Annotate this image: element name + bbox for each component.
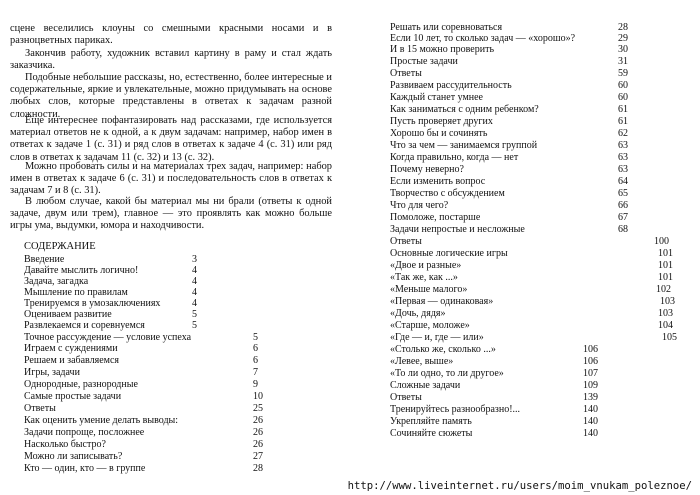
paragraph: Закончив работу, художник вставил картину в раму и стал ждать заказчика. (10, 48, 332, 72)
toc-entry-page: 66 (618, 200, 628, 211)
toc-entry-page: 4 (192, 265, 197, 276)
toc-entry-page: 62 (618, 128, 628, 139)
toc-entry-page: 29 (618, 33, 628, 44)
toc-entry-page: 63 (618, 152, 628, 163)
paragraph: Подобные небольшие рассказы, но, естественно, более интересные и содержательные, яркие и увлекательные, можно придумывать на основе любых слов, которые представлены в ответах к задачам разной сложности. (10, 72, 332, 120)
toc-entry-page: 140 (583, 428, 598, 439)
toc-entry-page: 63 (618, 140, 628, 151)
toc-entry-title: Когда правильно, когда — нет (390, 152, 519, 163)
toc-entry-page: 101 (658, 248, 673, 259)
toc-entry-title: «Столько же, сколько ...» (390, 344, 496, 355)
toc-entry-page: 109 (583, 380, 598, 391)
toc-entry-title: Ответы (390, 68, 422, 79)
toc-entry-title: Можно ли записывать? (24, 451, 123, 462)
toc-entry-title: Введение (24, 254, 65, 265)
toc-heading: СОДЕРЖАНИЕ (24, 241, 96, 252)
toc-entry-title: «Меньше малого» (390, 284, 468, 295)
toc-entry-page: 140 (583, 404, 598, 415)
toc-entry-page: 64 (618, 176, 628, 187)
toc-entry-title: Задачи попроще, посложнее (24, 427, 145, 438)
toc-entry-page: 103 (658, 308, 673, 319)
toc-entry-page: 106 (583, 344, 598, 355)
toc-entry-title: Решаем и забавляемся (24, 355, 120, 366)
toc-entry-title: Творчество с обсуждением (390, 188, 505, 199)
toc-entry-page: 107 (583, 368, 598, 379)
toc-entry-title: Простые задачи (390, 56, 458, 67)
toc-entry-page: 68 (618, 224, 628, 235)
toc-entry-page: 6 (253, 355, 258, 366)
toc-entry-page: 10 (253, 391, 263, 402)
toc-entry-page: 4 (192, 287, 197, 298)
toc-entry-page: 101 (658, 260, 673, 271)
toc-entry-page: 105 (662, 332, 677, 343)
toc-entry-page: 139 (583, 392, 598, 403)
toc-entry-title: Игры, задачи (24, 367, 80, 378)
toc-entry-title: «Где — и, где — или» (390, 332, 484, 343)
toc-entry-title: Сочиняйте сюжеты (390, 428, 473, 439)
paragraph: В любом случае, какой бы материал мы ни брали (ответы к одной задаче, двум или трем), главное — это проявлять как можно больше игры ума, выдумки, юмора и находчивости. (10, 196, 332, 232)
toc-entry-title: «Дочь, дядя» (390, 308, 446, 319)
toc-entry-page: 6 (253, 343, 258, 354)
toc-entry-title: Давайте мыслить логично! (24, 265, 139, 276)
toc-entry-title: Играем с суждениями (24, 343, 118, 354)
toc-entry-title: Задачи непростые и несложные (390, 224, 525, 235)
toc-entry-title: Ответы (390, 392, 422, 403)
toc-entry-title: Развлекаемся и соревнуемся (24, 320, 145, 331)
toc-entry-title: Что для чего? (390, 200, 449, 211)
toc-entry-page: 60 (618, 80, 628, 91)
toc-entry-page: 103 (660, 296, 675, 307)
toc-entry-title: Самые простые задачи (24, 391, 122, 402)
toc-entry-title: Основные логические игры (390, 248, 508, 259)
paragraph: Можно пробовать силы и на материалах трех задач, например: набор имен в ответах к задаче 6 (с. 31) и последовательность слов в ответах к задачам 7 и 8 (с. 31). (10, 161, 332, 197)
toc-entry-title: Оцениваем развитие (24, 309, 112, 320)
toc-entry-page: 25 (253, 403, 263, 414)
toc-entry-title: Хорошо бы и сочинять (390, 128, 488, 139)
toc-entry-title: Пусть проверяет других (390, 116, 493, 127)
toc-entry-page: 9 (253, 379, 258, 390)
toc-entry-title: Если изменить вопрос (390, 176, 486, 187)
toc-entry-title: Что за чем — занимаемся группой (390, 140, 538, 151)
toc-entry-title: Мышление по правилам (24, 287, 128, 298)
toc-entry-title: Однородные, разнородные (24, 379, 138, 390)
toc-entry-title: Точное рассуждение — условие успеха (24, 332, 192, 343)
toc-entry-title: Ответы (24, 403, 56, 414)
toc-entry-title: Почему неверно? (390, 164, 464, 175)
toc-entry-page: 67 (618, 212, 628, 223)
toc-entry-title: «Первая — одинаковая» (390, 296, 494, 307)
toc-entry-page: 65 (618, 188, 628, 199)
toc-entry-page: 5 (192, 320, 197, 331)
toc-entry-title: Задача, загадка (24, 276, 89, 287)
toc-entry-page: 30 (618, 44, 628, 55)
toc-entry-page: 27 (253, 451, 263, 462)
toc-entry-title: Развиваем рассудительность (390, 80, 512, 91)
toc-entry-title: «Так же, как ...» (390, 272, 458, 283)
toc-entry-page: 59 (618, 68, 628, 79)
toc-entry-page: 5 (253, 332, 258, 343)
toc-entry-title: Если 10 лет, то сколько задач — «хорошо»? (390, 33, 576, 44)
toc-entry-title: Ответы (390, 236, 422, 247)
paragraph: сцене веселились клоуны со смешными красными носами и в разноцветных париках. (10, 23, 332, 47)
toc-entry-page: 4 (192, 298, 197, 309)
toc-entry-title: Каждый станет умнее (390, 92, 483, 103)
toc-entry-page: 104 (658, 320, 673, 331)
toc-entry-page: 140 (583, 416, 598, 427)
toc-entry-page: 26 (253, 427, 263, 438)
toc-entry-title: И в 15 можно проверить (390, 44, 495, 55)
toc-entry-title: Решать или соревноваться (390, 22, 503, 33)
toc-entry-page: 61 (618, 116, 628, 127)
toc-entry-title: Укрепляйте память (390, 416, 472, 427)
paragraph: Еще интереснее пофантазировать над рассказами, где используется материал ответов не к одной, а к двум задачам: например, набор имен в ответах к задаче 1 (с. 31) и ряд слов в ответах к задаче 4 (с. 31) или ряд слов в ответах к задачам 11 (с. 32) и 13 (с. 32). (10, 115, 332, 163)
toc-entry-title: Тренируемся в умозаключениях (24, 298, 161, 309)
toc-entry-page: 61 (618, 104, 628, 115)
toc-entry-title: «Старше, моложе» (390, 320, 470, 331)
toc-entry-page: 60 (618, 92, 628, 103)
toc-entry-page: 63 (618, 164, 628, 175)
toc-entry-page: 7 (253, 367, 258, 378)
toc-entry-title: Кто — один, кто — в группе (24, 463, 146, 474)
right-page (347, 0, 700, 495)
toc-entry-title: Как заниматься с одним ребенком? (390, 104, 539, 115)
toc-entry-title: «Левее, выше» (390, 356, 454, 367)
toc-entry-title: Сложные задачи (390, 380, 461, 391)
toc-entry-page: 100 (654, 236, 669, 247)
watermark-url[interactable]: http://www.liveinternet.ru/users/moim_vnukam_poleznoe/ (347, 480, 692, 492)
toc-entry-page: 31 (618, 56, 628, 67)
toc-entry-title: Тренируйтесь разнообразно!... (390, 404, 521, 415)
toc-entry-page: 5 (192, 309, 197, 320)
toc-entry-page: 106 (583, 356, 598, 367)
toc-entry-page: 26 (253, 439, 263, 450)
toc-entry-title: «Двое и разные» (390, 260, 462, 271)
toc-entry-page: 28 (618, 22, 628, 33)
toc-entry-page: 101 (658, 272, 673, 283)
toc-entry-page: 4 (192, 276, 197, 287)
toc-entry-page: 102 (656, 284, 671, 295)
toc-entry-title: Помоложе, постарше (390, 212, 481, 223)
toc-entry-title: Насколько быстро? (24, 439, 106, 450)
toc-entry-page: 28 (253, 463, 263, 474)
toc-entry-title: «То ли одно, то ли другое» (390, 368, 504, 379)
toc-entry-page: 3 (192, 254, 197, 265)
toc-entry-page: 26 (253, 415, 263, 426)
toc-entry-title: Как оценить умение делать выводы: (24, 415, 179, 426)
